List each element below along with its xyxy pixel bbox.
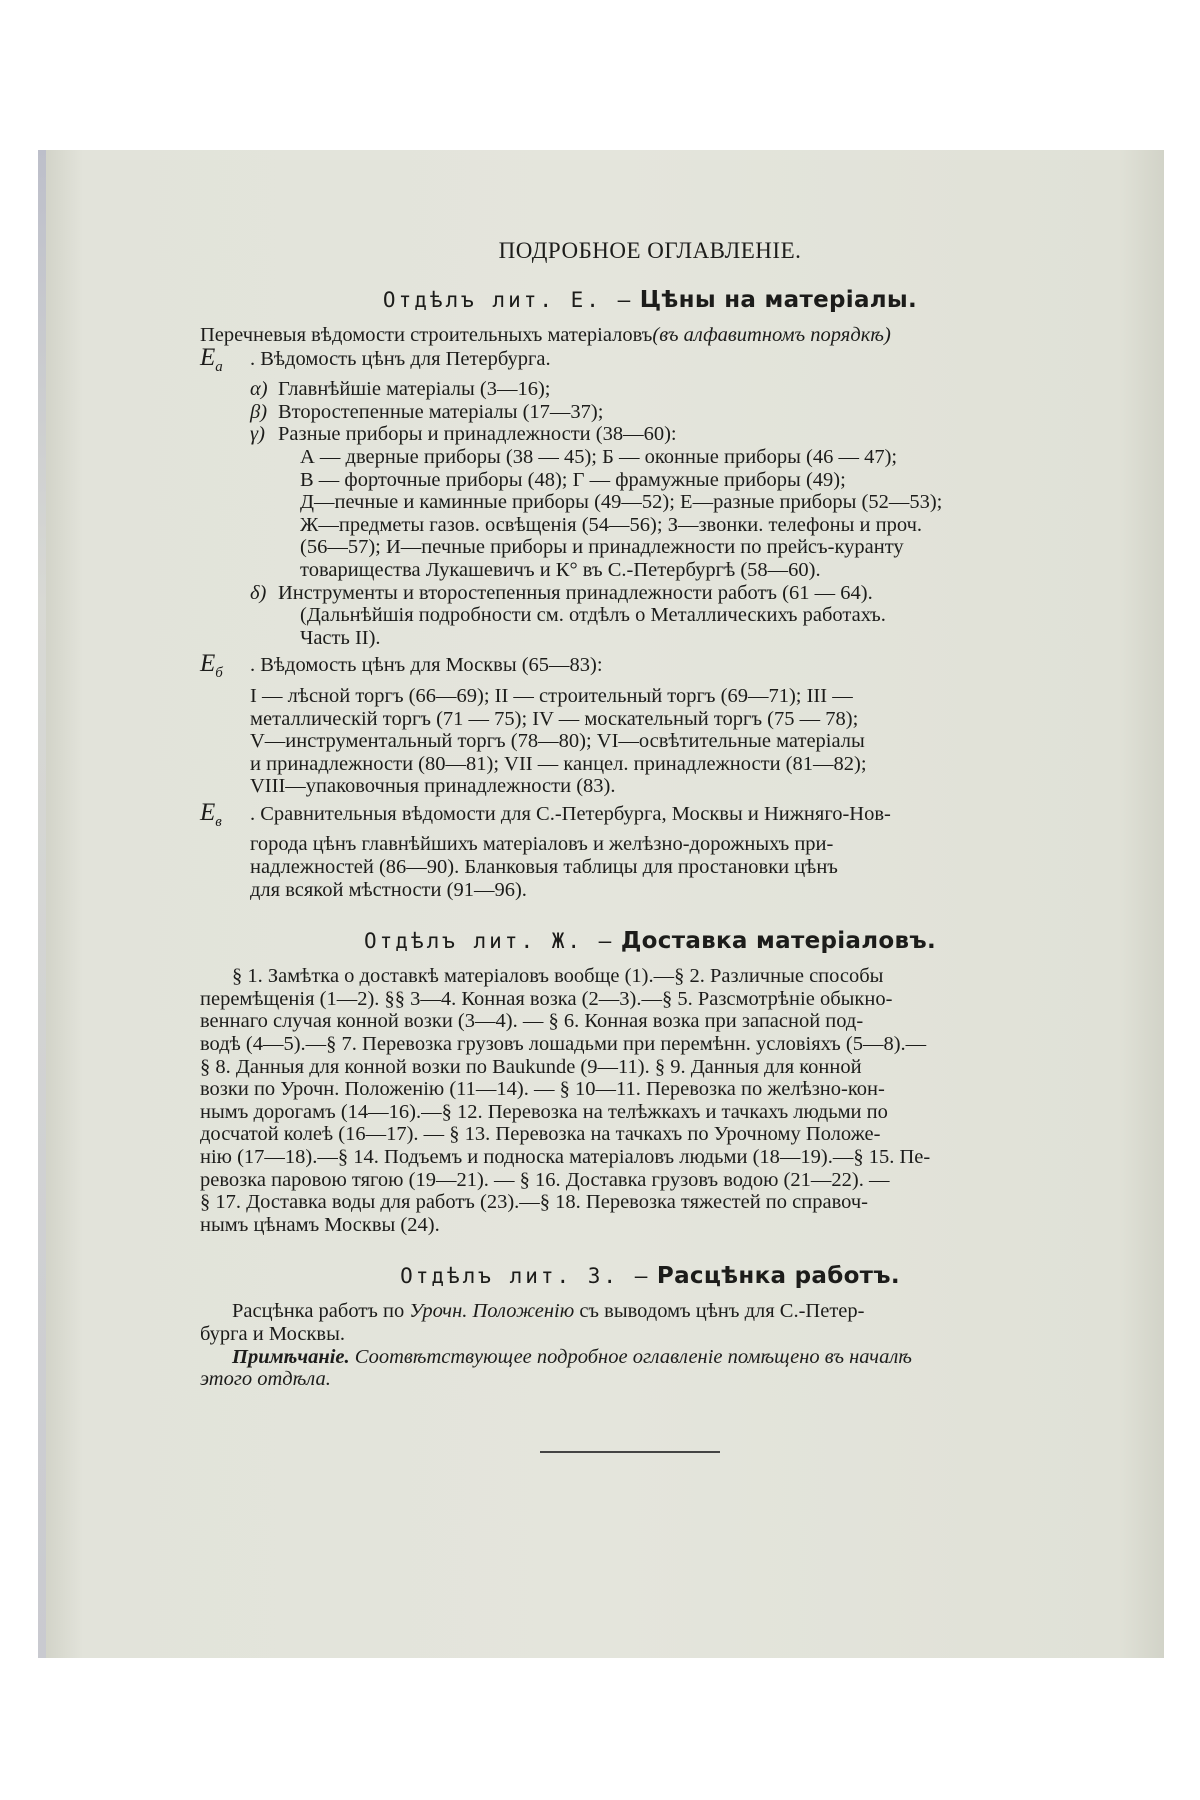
zh-line: нымъ дорогамъ (14—16).—§ 12. Перевозка на телѣжкахъ и тачкахъ людьми по <box>200 1100 888 1123</box>
gamma-line: товарищества Лукашевичъ и К° въ С.-Петербургѣ (58—60). <box>300 558 821 581</box>
zh-line: ревозка паровою тягою (19—21). — § 16. Доставка грузовъ водою (21—22). — <box>200 1168 890 1191</box>
zh-line: § 1. Замѣтка о доставкѣ матеріаловъ вообще (1).—§ 2. Различные способы <box>232 965 884 988</box>
binding-edge <box>38 150 46 1658</box>
gamma-line: Ж—предметы газов. освѣщенія (54—56); З—звонки. телефоны и проч. <box>300 513 923 536</box>
gamma-line: Д—печные и каминные приборы (49—52); Е—разные приборы (52—53); <box>300 491 943 514</box>
section-zh-title: Доставка матеріаловъ. <box>620 928 936 955</box>
z-line: Расцѣнка работъ по Урочн. Положенію съ выводомъ цѣнъ для С.-Петер- <box>232 1300 865 1323</box>
gamma-line: (56—57); И—печные приборы и принадлежности по прейсъ-куранту <box>300 536 904 559</box>
section-e-title: Цѣны на матеріалы. <box>639 287 918 313</box>
gamma-line: В — форточные приборы (48); Г — фрамужные приборы (49); <box>300 468 846 491</box>
section-e-heading <box>200 286 1100 314</box>
section-zh-body <box>200 965 1100 1236</box>
eb-line: VIII—упаковочныя принадлежности (83). <box>250 775 616 798</box>
label-eb: $Е_б$ <box>200 650 223 682</box>
entry-eb: $Е_б$ . Вѣдомость цѣнъ для Москвы (65—83): <box>200 653 1100 685</box>
item-gamma: γ) Разные приборы и принадлежности (38—60): <box>250 423 677 446</box>
closing-rule <box>540 1451 720 1453</box>
eb-line: металлическій торгъ (71 — 75); IV — москательный торгъ (75 — 78); <box>250 707 859 730</box>
section-z-title: Расцѣнка работъ. <box>656 1263 900 1290</box>
z-note-cont: этого отдѣла. <box>200 1368 331 1391</box>
ev-line: для всякой мѣстности (91—96). <box>250 878 527 901</box>
section-zh-prefix: Отдѣлъ лит. Ж. — <box>364 929 615 954</box>
section-z-body <box>200 1300 1100 1390</box>
section-z-prefix: Отдѣлъ лит. З. — <box>400 1264 651 1289</box>
zh-line: водѣ (4—5).—§ 7. Перевозка грузовъ лошадьми при перемѣнн. условіяхъ (5—8).— <box>200 1033 927 1056</box>
zh-line: § 17. Доставка воды для работъ (23).—§ 18. Перевозка тяжестей по справоч- <box>200 1191 868 1214</box>
scanned-page <box>38 150 1164 1658</box>
item-beta: β) Второстепенные матеріалы (17—37); <box>250 400 604 423</box>
ev-line: надлежностей (86—90). Бланковыя таблицы для простановки цѣнъ <box>250 856 838 879</box>
section-z-heading <box>200 1262 1100 1290</box>
item-alpha: α) Главнѣйшіе матеріалы (3—16); <box>250 378 551 401</box>
section-e-intro: Перечневыя вѣдомости строительныхъ матеріаловъ(въ алфавитномъ порядкѣ) <box>200 324 891 346</box>
zh-line: досчатой колеѣ (16—17). — § 13. Перевозка на тачкахъ по Урочному Положе- <box>200 1123 881 1146</box>
section-zh-heading <box>200 927 1100 955</box>
z-line: бурга и Москвы. <box>200 1322 345 1345</box>
zh-line: нымъ цѣнамъ Москвы (24). <box>200 1213 440 1236</box>
ev-line: города цѣнъ главнѣйшихъ матеріаловъ и желѣзно-дорожныхъ при- <box>250 833 834 856</box>
zh-line: перемѣщенія (1—2). §§ 3—4. Конная возка (2—3).—§ 5. Разсмотрѣніе обыкно- <box>200 987 893 1010</box>
z-note: Примѣчаніе. Соотвѣтствующее подробное оглавленіе помѣщено въ началѣ <box>232 1345 912 1368</box>
page-title: ПОДРОБНОЕ ОГЛАВЛЕНІЕ. <box>498 238 802 263</box>
note-label: Примѣчаніе. <box>232 1345 350 1368</box>
eb-line: и принадлежности (80—81); VII — канцел. принадлежности (81—82); <box>250 752 867 775</box>
table-of-contents <box>200 238 1100 1453</box>
eb-line: I — лѣсной торгъ (66—69); II — строительный торгъ (69—71); III — <box>250 684 853 707</box>
zh-line: веннаго случая конной возки (3—4). — § 6. Конная возка при запасной под- <box>200 1010 864 1033</box>
delta-line: Часть II). <box>300 626 381 649</box>
entry-ev: $Е_в$ . Сравнительныя вѣдомости для С.-Петербурга, Москвы и Нижняго-Нов- <box>200 802 1100 834</box>
gamma-line: А — дверные приборы (38 — 45); Б — оконные приборы (46 — 47); <box>300 445 898 468</box>
item-delta: δ) Инструменты и второстепенныя принадлежности работъ (61 — 64). <box>250 581 873 604</box>
label-ea: $Е_а$ <box>200 343 223 375</box>
entry-ea: $Е_а$ . Вѣдомость цѣнъ для Петербурга. <box>200 347 1100 379</box>
section-e-prefix: Отдѣлъ лит. Е. — <box>382 288 634 312</box>
eb-line: V—инструментальный торгъ (78—80); VI—освѣтительные матеріалы <box>250 730 865 753</box>
delta-line: (Дальнѣйшія подробности см. отдѣлъ о Металлическихъ работахъ. <box>300 604 886 627</box>
zh-line: нію (17—18).—§ 14. Подъемъ и подноска матеріаловъ людьми (18—19).—§ 15. Пе- <box>200 1146 931 1168</box>
zh-line: возки по Урочн. Положенію (11—14). — § 10—11. Перевозка по желѣзно-кон- <box>200 1078 885 1101</box>
zh-line: § 8. Данныя для конной возки по Baukunde (9—11). § 9. Данныя для конной <box>200 1055 862 1078</box>
label-ev: $Е_в$ <box>200 798 222 830</box>
